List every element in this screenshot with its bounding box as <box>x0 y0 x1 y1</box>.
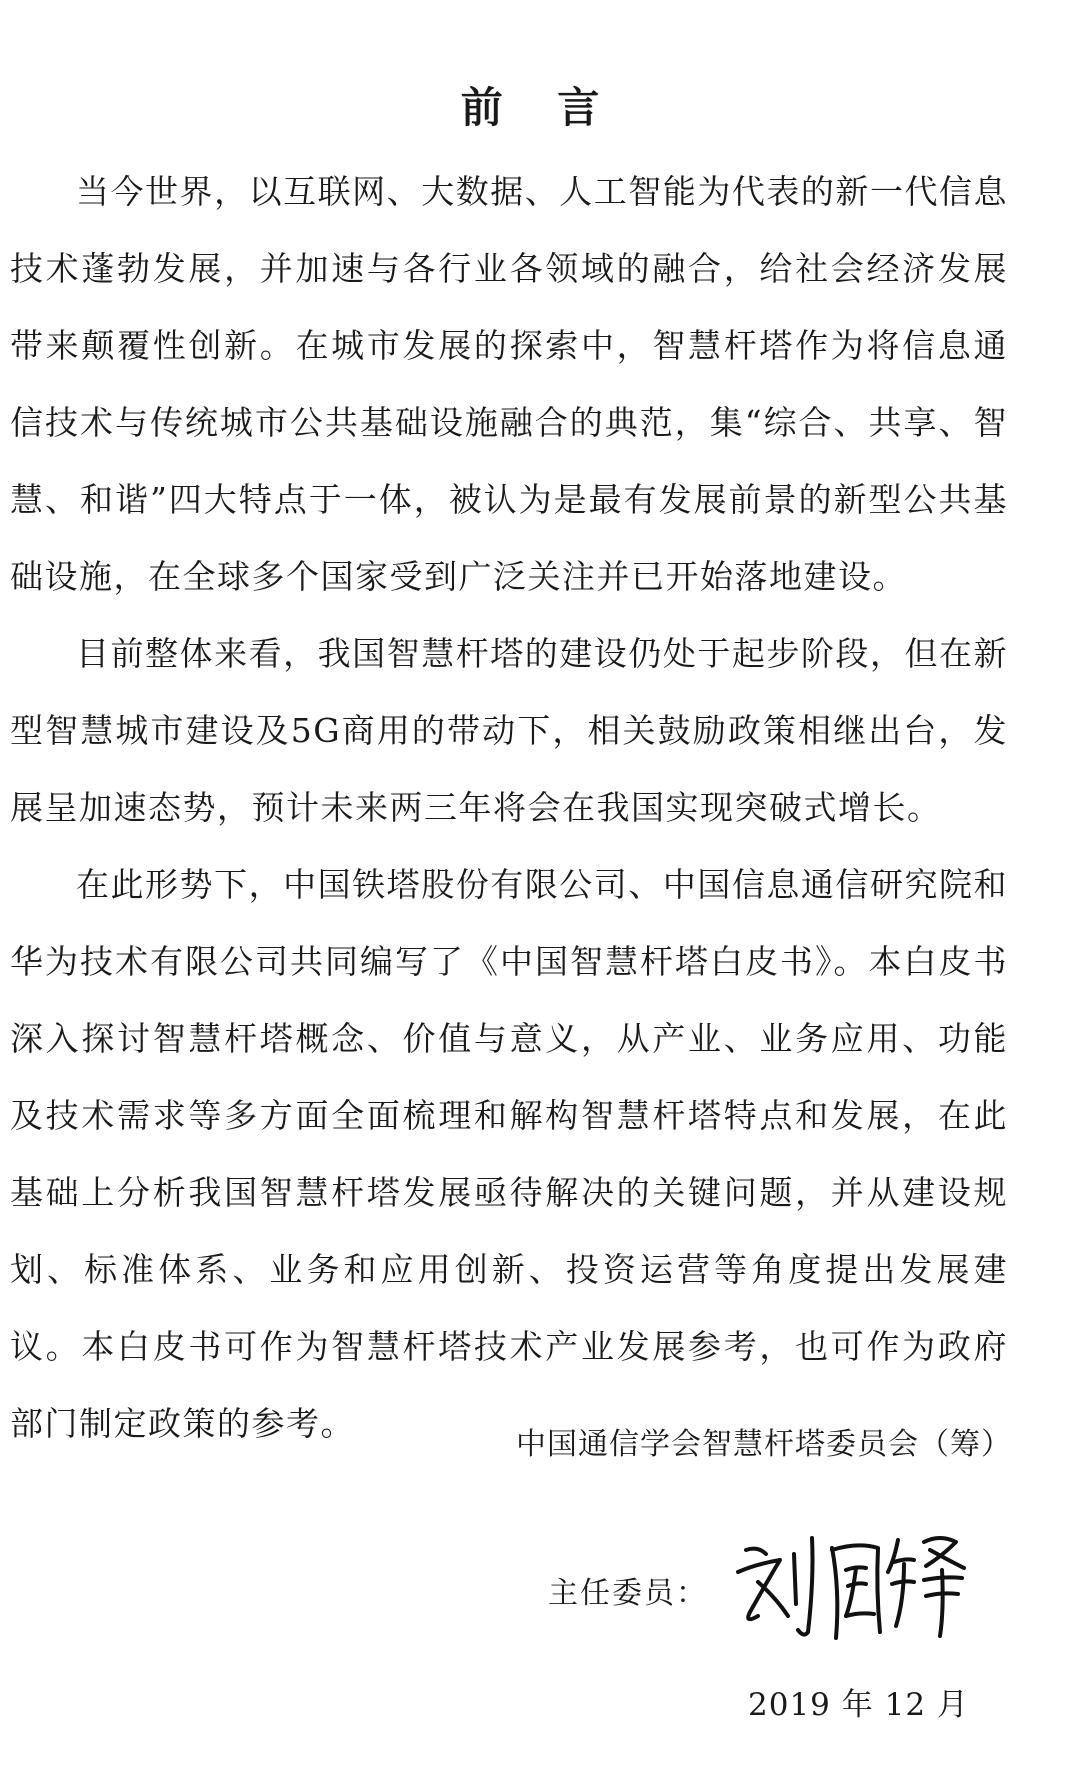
paragraph-2: 目前整体来看，我国智慧杆塔的建设仍处于起步阶段，但在新型智慧城市建设及5G商用的带动下，相关鼓励政策相继出台，发展呈加速态势，预计未来两三年将会在我国实现突破式增长。 <box>10 634 1008 827</box>
date: 2019 年 12 月 <box>748 1687 969 1723</box>
signature-organization: 中国通信学会智慧杆塔委员会（筹） <box>516 1427 1012 1462</box>
paragraph-3: 在此形势下，中国铁塔股份有限公司、中国信息通信研究院和华为技术有限公司共同编写了《中国智慧杆塔白皮书》。本白皮书深入探讨智慧杆塔概念、价值与意义，从产业、业务应用、功能及技术需求等多方面全面梳理和解构智慧杆塔特点和发展，在此基础上分析我国智慧杆塔发展亟待解决的关键问题，并从建设规划、标准体系、业务和应用创新、投资运营等角度提出发展建议。本白皮书可作为智慧杆塔技术产业发展参考，也可作为政府部门制定政策的参考。 <box>10 865 1008 1443</box>
signature-strokes <box>738 1538 964 1638</box>
paragraph-1: 当今世界，以互联网、大数据、人工智能为代表的新一代信息技术蓬勃发展，并加速与各行业各领域的融合，给社会经济发展带来颠覆性创新。在城市发展的探索中，智慧杆塔作为将信息通信技术与传统城市公共基础设施融合的典范，集“综合、共享、智慧、和谐”四大特点于一体，被认为是最有发展前景的新型公共基础设施，在全球多个国家受到广泛关注并已开始落地建设。 <box>10 172 1008 596</box>
handwritten-signature <box>728 1520 978 1645</box>
preface-body <box>10 153 1008 1462</box>
director-label: 主任委员： <box>548 1576 708 1611</box>
page-title: 前 言 <box>460 83 620 132</box>
